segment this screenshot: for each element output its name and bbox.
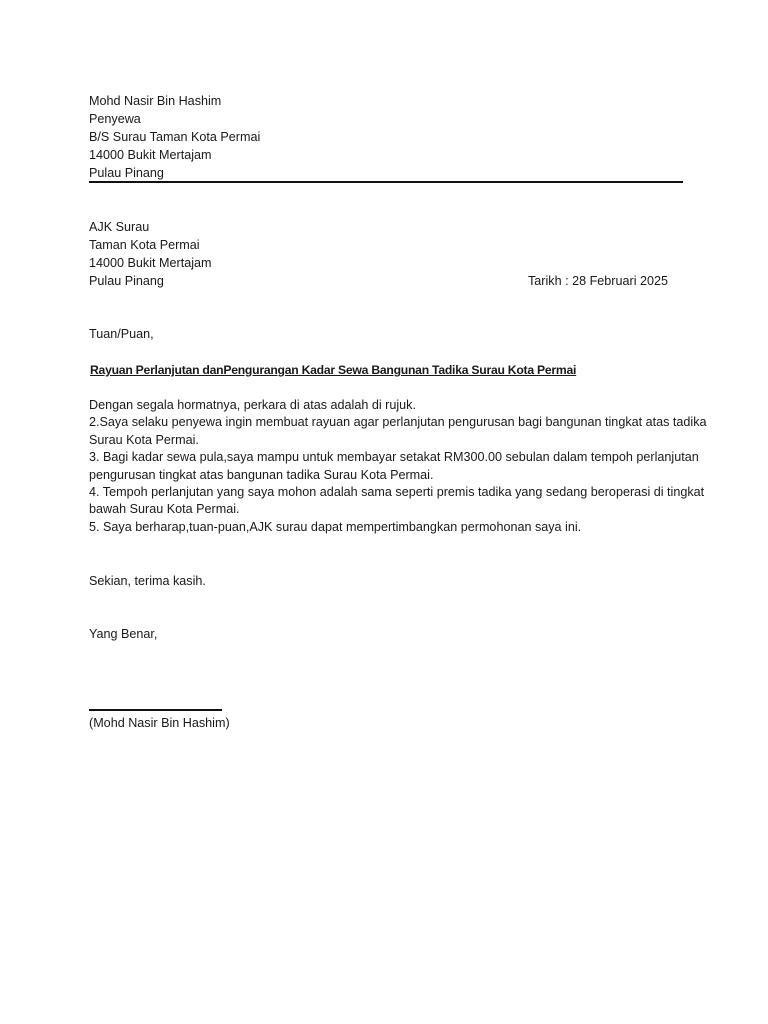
- sender-address-line: B/S Surau Taman Kota Permai: [89, 130, 261, 144]
- sign-off: [89, 625, 157, 643]
- salutation-text: Tuan/Puan,: [89, 327, 154, 341]
- body-line: Surau Kota Permai.: [89, 432, 199, 447]
- salutation: [89, 325, 154, 343]
- recipient-state: Pulau Pinang: [89, 274, 164, 288]
- letter-date: Tarikh : 28 Februari 2025: [528, 274, 669, 288]
- sender-address: [89, 92, 260, 182]
- signature-line: [89, 709, 222, 711]
- recipient-address: [89, 218, 212, 290]
- sender-name: Mohd Nasir Bin Hashim: [89, 94, 222, 108]
- sender-state: Pulau Pinang: [89, 166, 164, 180]
- letter-body: [89, 397, 707, 536]
- body-line: 5. Saya berharap,tuan-puan,AJK surau dapat mempertimbangkan permohonan saya ini.: [89, 519, 582, 534]
- body-line: 4. Tempoh perlanjutan yang saya mohon adalah sama seperti premis tadika yang sedang beroperasi di tingkat: [89, 484, 705, 499]
- body-line: 2.Saya selaku penyewa ingin membuat rayuan agar perlanjutan pengurusan bagi bangunan tingkat atas tadika: [89, 415, 707, 430]
- recipient-postcode-city: 14000 Bukit Mertajam: [89, 256, 212, 270]
- body-line: bawah Surau Kota Permai.: [89, 502, 240, 517]
- header-divider: [89, 181, 683, 183]
- signature-name: (Mohd Nasir Bin Hashim): [89, 716, 230, 730]
- letter-subject: Rayuan Perlanjutan danPengurangan Kadar Sewa Bangunan Tadika Surau Kota Permai: [90, 363, 577, 377]
- body-line: 3. Bagi kadar sewa pula,saya mampu untuk membayar setakat RM300.00 sebulan dalam tempoh perlanjutan: [89, 450, 699, 465]
- sign-off-text: Yang Benar,: [89, 627, 158, 641]
- closing: [89, 572, 206, 590]
- sender-role: Penyewa: [89, 112, 141, 126]
- body-line: Dengan segala hormatnya, perkara di atas adalah di rujuk.: [89, 398, 416, 412]
- recipient-address-line: Taman Kota Permai: [89, 238, 200, 252]
- body-line: pengurusan tingkat atas bangunan tadika Surau Kota Permai.: [89, 467, 434, 482]
- recipient-name: AJK Surau: [89, 220, 150, 234]
- signature-block: [89, 714, 230, 732]
- closing-text: Sekian, terima kasih.: [89, 574, 206, 588]
- sender-postcode-city: 14000 Bukit Mertajam: [89, 148, 212, 162]
